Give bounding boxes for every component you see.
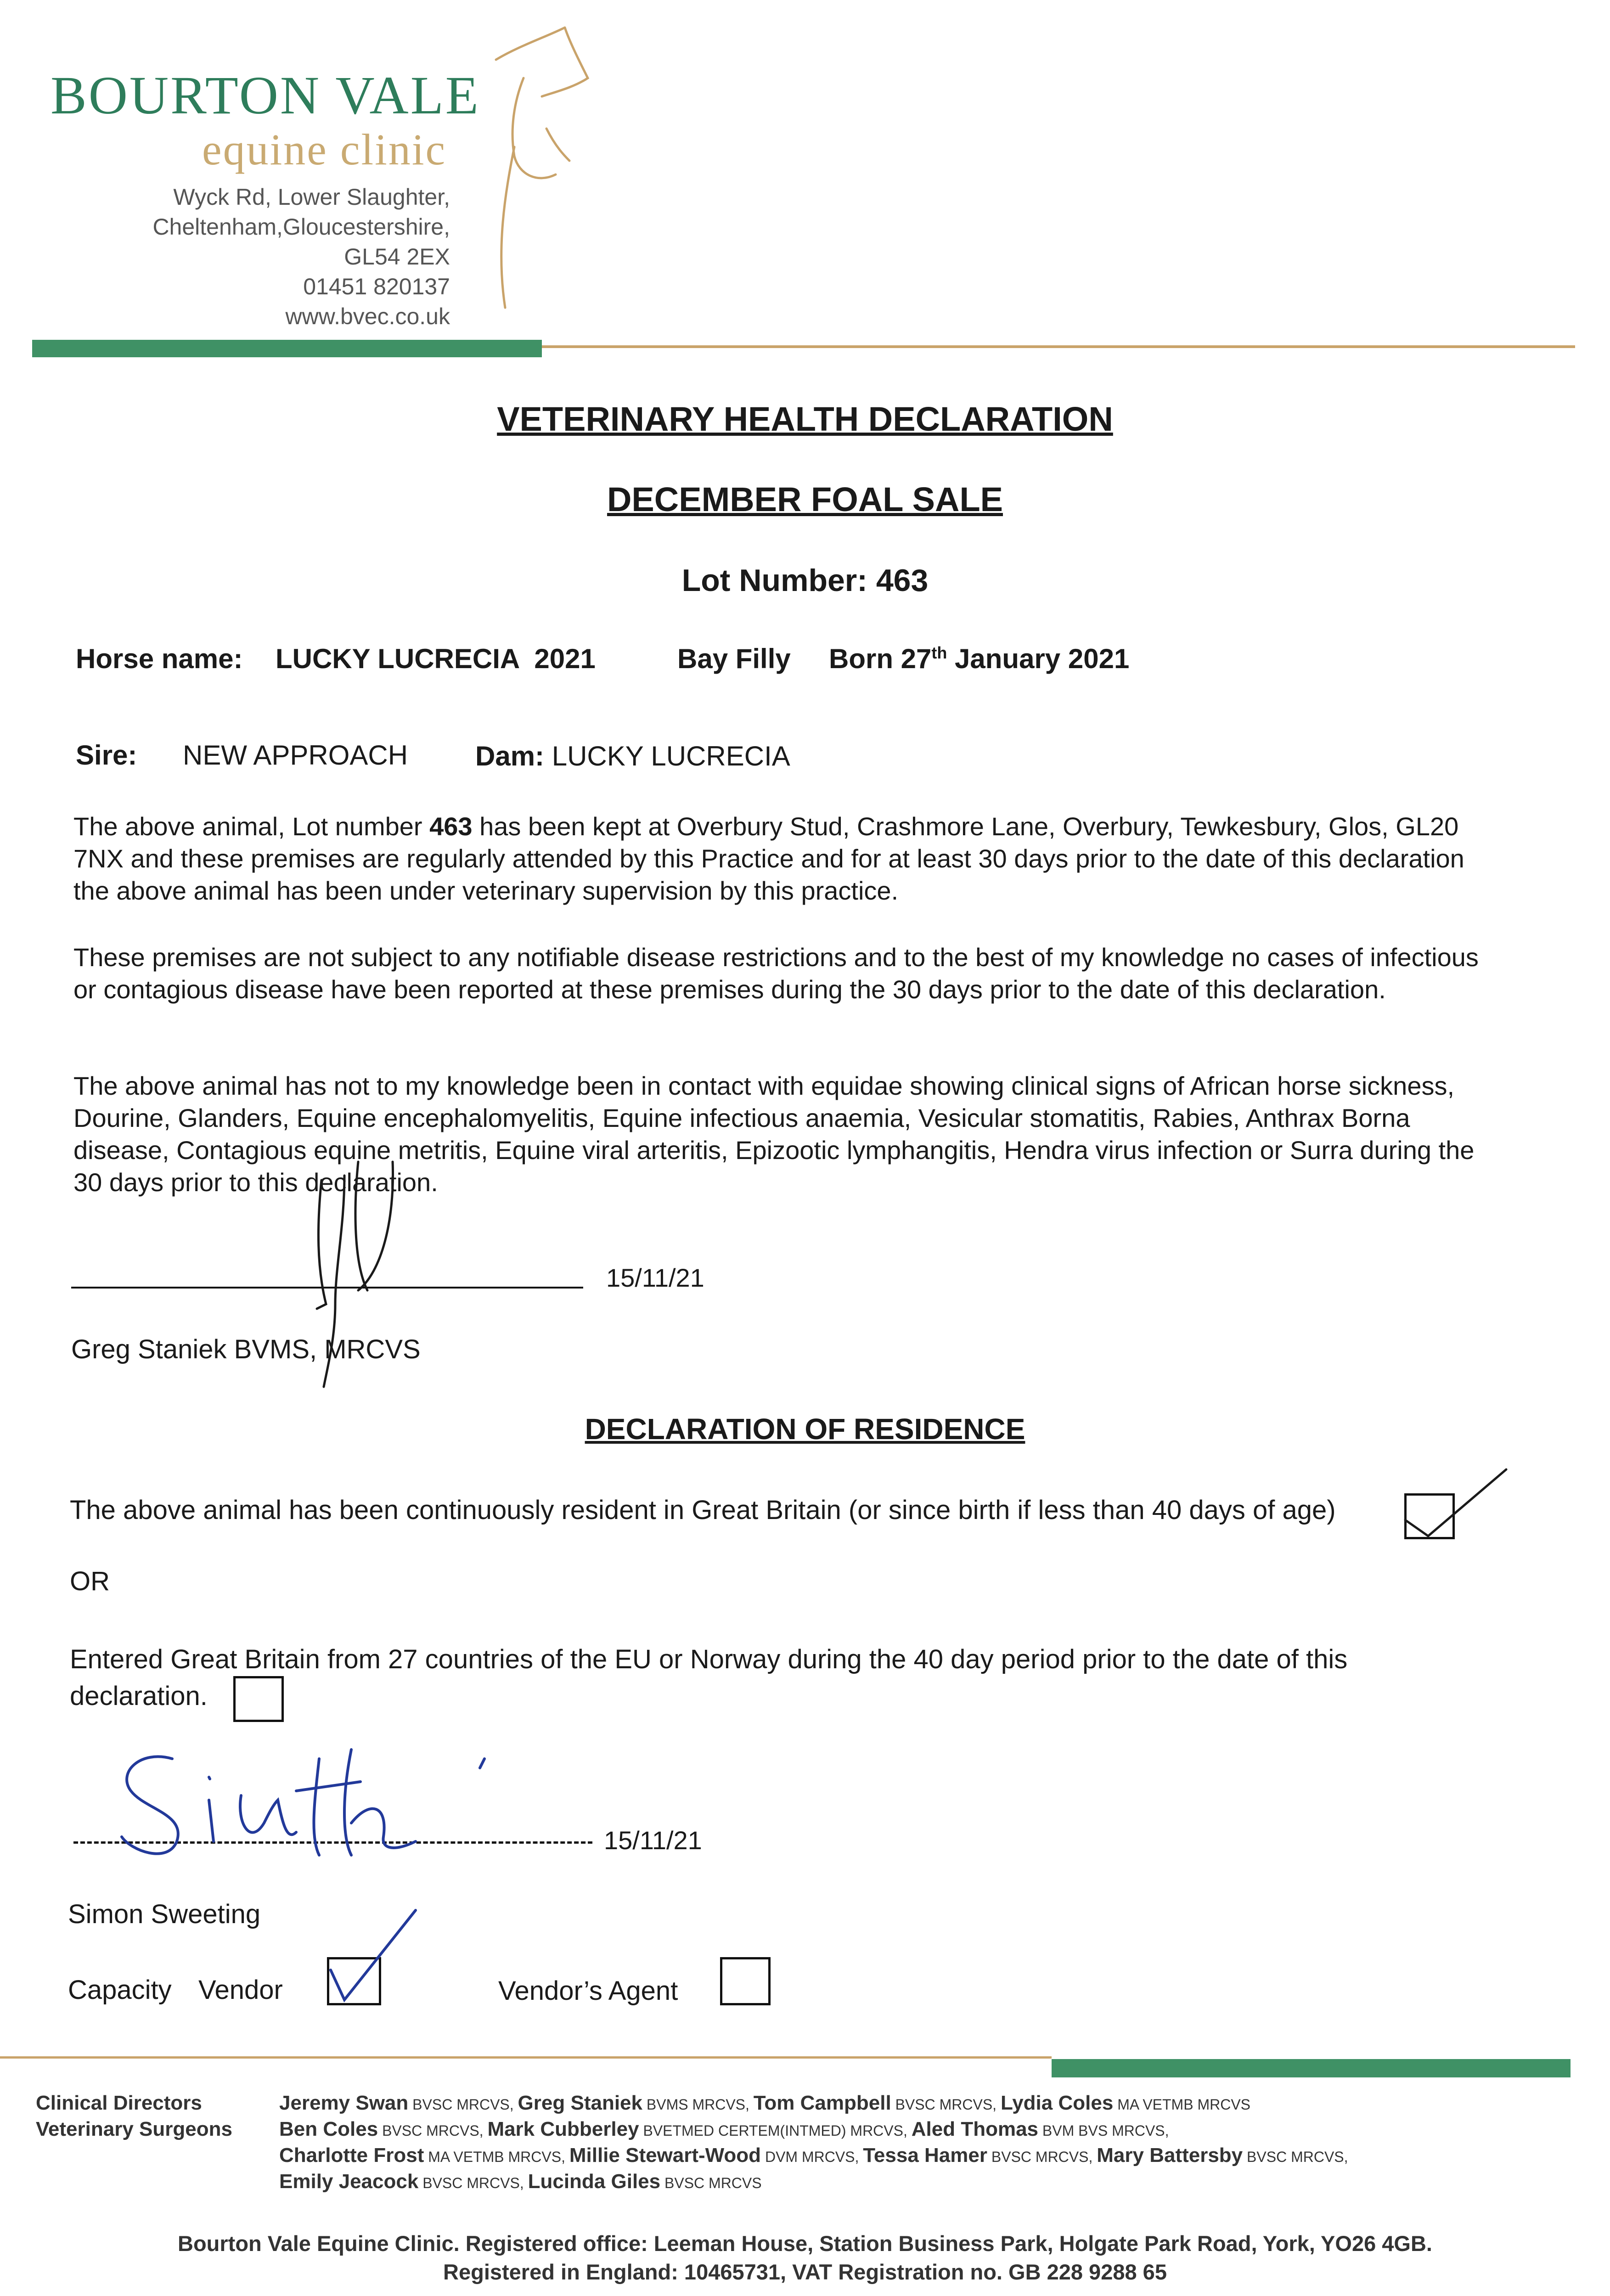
- sale-title: DECEMBER FOAL SALE: [607, 480, 1003, 518]
- p1-text-b: has been kept at Overbury Stud, Crashmore Lane, Overbury, Tewkesbury, Glos, GL20 7NX and these premises are regularly attended by this Practice and for at least 30 days prior to the date of this declaration the above animal has been under veterinary supervision by this practice.: [73, 812, 1464, 905]
- capacity-label: Capacity: [68, 1975, 172, 2005]
- dam-value: LUCKY LUCRECIA: [552, 741, 790, 771]
- residence-option-1-text: The above animal has been continuously resident in Great Britain (or since birth if less than 40 days of age): [70, 1495, 1336, 1525]
- vet-signatory: Greg Staniek BVMS, MRCVS: [71, 1334, 421, 1364]
- horse-name-label: Horse name:: [76, 643, 243, 674]
- staff-quals: BVSC MRCVS,: [891, 2096, 1001, 2113]
- address-line-postcode: GL54 2EX: [344, 244, 450, 270]
- born-prefix: Born 27: [829, 643, 932, 674]
- vet-signature-date: 15/11/21: [606, 1263, 704, 1292]
- footer-rule-green: [1052, 2059, 1571, 2077]
- restrictions-paragraph: These premises are not subject to any notifiable disease restrictions and to the best of my knowledge no cases of infectious or contagious disease have been reported at these premises during the 30 days prior to the date of this declaration.: [73, 943, 1479, 1004]
- staff-line-2: [279, 2118, 1169, 2141]
- staff-name: Ben Coles: [279, 2118, 378, 2140]
- dam-line: [475, 740, 790, 772]
- staff-quals: BVM BVS MRCVS,: [1038, 2122, 1169, 2139]
- staff-quals: BVSC MRCVS: [660, 2175, 762, 2191]
- lot-number-label: Lot Number:: [681, 563, 867, 598]
- vendors-agent-checkbox[interactable]: [720, 1957, 771, 2005]
- staff-line-4: [279, 2170, 762, 2193]
- residence-option-2-line-1: Entered Great Britain from 27 countries of the EU or Norway during the 40 day period prior to the date of this: [70, 1644, 1348, 1674]
- staff-line-1: [279, 2092, 1250, 2115]
- premises-paragraph: [73, 810, 1506, 907]
- staff-quals: BVSC MRCVS,: [987, 2149, 1097, 2165]
- address-line-phone: 01451 820137: [303, 274, 450, 299]
- horse-sex: Bay Filly: [677, 643, 791, 674]
- horse-name-value: LUCKY LUCRECIA 2021: [276, 643, 596, 674]
- staff-name: Emily Jeacock: [279, 2170, 419, 2193]
- staff-line-3: [279, 2144, 1348, 2167]
- staff-name: Aled Thomas: [911, 2118, 1039, 2140]
- residence-option-2-line-2: declaration.: [70, 1681, 208, 1711]
- staff-name: Charlotte Frost: [279, 2144, 424, 2167]
- staff-name: Mary Battersby: [1097, 2144, 1243, 2167]
- vendor-signature-icon: [103, 1731, 507, 1874]
- clinic-logo-subtitle: equine clinic: [202, 125, 447, 174]
- horse-born: [829, 643, 1129, 675]
- staff-quals: BVSC MRCVS,: [408, 2096, 518, 2113]
- staff-name: Millie Stewart-Wood: [569, 2144, 761, 2167]
- vendor-signatory: Simon Sweeting: [68, 1899, 261, 1929]
- residence-title: DECLARATION OF RESIDENCE: [585, 1412, 1025, 1446]
- address-line-website: www.bvec.co.uk: [285, 304, 450, 329]
- vendor-signature-date: 15/11/21: [604, 1826, 702, 1855]
- dam-label: Dam:: [475, 741, 545, 771]
- staff-name: Mark Cubberley: [487, 2118, 639, 2140]
- residence-option-2-checkbox[interactable]: [233, 1676, 284, 1722]
- or-separator: OR: [70, 1566, 110, 1596]
- staff-quals: MA VETMB MRCVS,: [424, 2149, 569, 2165]
- staff-quals: DVM MRCVS,: [761, 2149, 863, 2165]
- vendor-option-label: Vendor: [198, 1975, 283, 2005]
- footer-rule-gold: [0, 2056, 1052, 2059]
- veterinary-surgeons-label: Veterinary Surgeons: [36, 2118, 232, 2140]
- staff-quals: BVSC MRCVS,: [378, 2122, 488, 2139]
- sire-value: NEW APPROACH: [183, 740, 408, 771]
- header-rule-gold: [542, 345, 1575, 348]
- staff-quals: BVMS MRCVS,: [642, 2096, 754, 2113]
- disease-contact-paragraph: The above animal has not to my knowledge been in contact with equidae showing clinical signs of African horse sickness, Dourine, Glanders, Equine encephalomyelitis, Equine infectious anaemia, Vesicular stomatitis, Rabies, Anthrax Borna disease, Contagious equine metritis, Equine viral arteritis, Epizootic lymphangitis, Hendra virus infection or Surra during the 30 days prior to this declaration.: [73, 1071, 1475, 1197]
- staff-quals: BVSC MRCVS,: [1243, 2149, 1348, 2165]
- p1-lot-number: 463: [429, 812, 473, 841]
- lot-number-value: 463: [876, 563, 929, 598]
- clinic-logo-name: BOURTON VALE: [51, 65, 480, 125]
- born-rest: January 2021: [947, 643, 1130, 674]
- address-line-street: Wyck Rd, Lower Slaughter,: [173, 184, 450, 210]
- staff-quals: MA VETMB MRCVS: [1113, 2096, 1250, 2113]
- staff-name: Tessa Hamer: [863, 2144, 987, 2167]
- born-ordinal: th: [931, 643, 947, 662]
- staff-name: Lucinda Giles: [528, 2170, 661, 2193]
- registered-office: Bourton Vale Equine Clinic. Registered office: Leeman House, Station Business Park, Holgate Park Road, York, YO26 4GB.: [178, 2231, 1432, 2256]
- sire-label: Sire:: [76, 740, 137, 771]
- staff-name: Lydia Coles: [1000, 2092, 1114, 2114]
- address-line-town: Cheltenham,Gloucestershire,: [152, 214, 450, 240]
- document-title: VETERINARY HEALTH DECLARATION: [497, 400, 1113, 438]
- clinical-directors-label: Clinical Directors: [36, 2092, 202, 2114]
- staff-name: Greg Staniek: [518, 2092, 642, 2114]
- check-mark-icon: [321, 1901, 427, 2007]
- header-rule-green: [32, 340, 542, 357]
- staff-quals: BVETMED CERTEM(INTMED) MRCVS,: [639, 2122, 912, 2139]
- company-registration: Registered in England: 10465731, VAT Registration no. GB 228 9288 65: [443, 2260, 1167, 2284]
- horse-head-logo-icon: [478, 9, 597, 312]
- staff-name: Tom Campbell: [753, 2092, 891, 2114]
- p1-text-a: The above animal, Lot number: [73, 812, 430, 841]
- staff-quals: BVSC MRCVS,: [418, 2175, 528, 2191]
- staff-name: Jeremy Swan: [279, 2092, 409, 2114]
- check-mark-icon: [1401, 1465, 1511, 1543]
- vendors-agent-label: Vendor’s Agent: [498, 1976, 678, 2006]
- lot-number-line: [0, 563, 1610, 598]
